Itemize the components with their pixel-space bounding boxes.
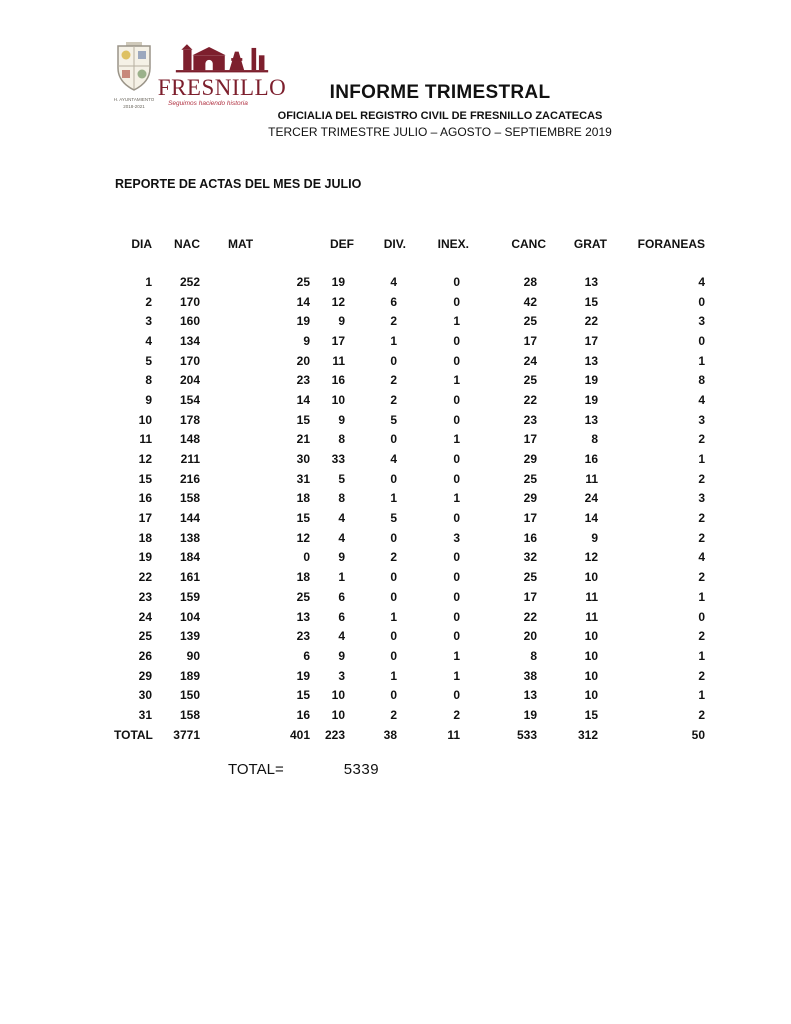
table-cell: 154	[179, 392, 200, 407]
table-row	[112, 528, 705, 548]
table-cell: 30	[296, 452, 310, 467]
table-cell: 14	[296, 392, 310, 407]
table-cell: 11	[139, 432, 152, 447]
table-cell: 2	[390, 707, 397, 722]
table-cell: 17	[138, 511, 152, 526]
table-cell: 10	[584, 648, 598, 663]
table-cell: 11	[585, 609, 598, 624]
table-cell: 23	[523, 412, 537, 427]
table-cell: 0	[390, 570, 397, 585]
page-subtitle-period: TERCER TRIMESTRE JULIO – AGOSTO – SEPTIEMBRE 2019	[268, 125, 612, 139]
table-cell: 8	[591, 432, 598, 447]
table-cell: 0	[390, 530, 397, 545]
table-cell: 22	[523, 392, 537, 407]
table-cell: 17	[331, 333, 345, 348]
column-header-dia: DIA	[131, 237, 152, 251]
table-cell: 0	[453, 550, 460, 565]
table-cell: 13	[523, 688, 537, 703]
table-cell: 16	[296, 707, 310, 722]
table-cell: 4	[390, 452, 397, 467]
table-cell: 158	[179, 707, 200, 722]
table-row	[112, 311, 705, 331]
table-cell: 139	[179, 629, 200, 644]
table-cell: 16	[138, 491, 152, 506]
table-cell: 161	[179, 570, 200, 585]
table-cell: 8	[338, 491, 345, 506]
table-cell: 1	[453, 432, 460, 447]
table-cell: 25	[296, 589, 310, 604]
table-cell: 24	[584, 491, 598, 506]
table-cell: 11	[585, 471, 598, 486]
table-cell: 0	[453, 274, 460, 289]
table-cell: 17	[523, 432, 537, 447]
table-cell: 15	[584, 294, 598, 309]
table-cell: 16	[584, 452, 598, 467]
table-cell: 15	[296, 688, 310, 703]
table-cell: 216	[179, 471, 200, 486]
table-row	[112, 567, 705, 587]
table-cell: 0	[453, 333, 460, 348]
table-cell: 104	[179, 609, 200, 624]
table-cell: 32	[523, 550, 537, 565]
table-cell: 10	[584, 570, 598, 585]
table-cell: 1	[453, 648, 460, 663]
table-cell: 4	[338, 511, 345, 526]
table-cell: 28	[523, 274, 537, 289]
table-cell: 5	[145, 353, 152, 368]
table-cell: 150	[179, 688, 200, 703]
table-cell: 18	[138, 530, 152, 545]
column-header-mat: MAT	[228, 237, 254, 251]
table-cell: 18	[296, 491, 310, 506]
table-row	[112, 469, 705, 489]
table-cell: 12	[584, 550, 598, 565]
table-cell: 25	[523, 314, 537, 329]
table-cell: 38	[383, 727, 397, 742]
table-row	[112, 587, 705, 607]
table-cell: 2	[698, 530, 705, 545]
table-cell: 134	[179, 333, 200, 348]
fresnillo-building-icon	[174, 42, 270, 76]
table-cell: 0	[453, 452, 460, 467]
table-cell: 25	[296, 274, 310, 289]
table-cell: 1	[698, 589, 705, 604]
table-row	[112, 331, 705, 351]
table-cell: 11	[447, 727, 460, 742]
column-header-div: DIV.	[383, 237, 406, 251]
table-cell: 17	[584, 333, 598, 348]
table-cell: 0	[453, 294, 460, 309]
table-cell: 223	[324, 727, 345, 742]
table-cell: 2	[698, 570, 705, 585]
table-cell: 31	[138, 707, 152, 722]
table-cell: 9	[303, 333, 310, 348]
table-cell: 170	[179, 353, 200, 368]
table-row	[112, 390, 705, 410]
table-cell: 9	[338, 314, 345, 329]
table-cell: 30	[138, 688, 152, 703]
table-cell: 17	[523, 511, 537, 526]
table-cell: 11	[585, 589, 598, 604]
table-cell: 3	[698, 412, 705, 427]
table-cell: 1	[698, 688, 705, 703]
table-row	[112, 410, 705, 430]
table-cell: 22	[523, 609, 537, 624]
table-cell: 3	[698, 491, 705, 506]
table-cell: 312	[577, 727, 598, 742]
table-cell: 4	[338, 629, 345, 644]
table-cell: 2	[698, 668, 705, 683]
table-cell: 3	[698, 314, 705, 329]
table-row	[112, 548, 705, 568]
actas-table	[112, 234, 705, 745]
table-cell: 16	[523, 530, 537, 545]
table-cell: 15	[296, 412, 310, 427]
table-cell: 10	[138, 412, 152, 427]
table-cell: 8	[530, 648, 537, 663]
table-cell: 26	[138, 648, 152, 663]
grand-total-label: TOTAL=	[228, 761, 284, 778]
table-row	[112, 272, 705, 292]
table-cell: 160	[179, 314, 200, 329]
table-cell: 1	[698, 452, 705, 467]
table-cell: 33	[331, 452, 345, 467]
table-cell: 29	[138, 668, 152, 683]
table-cell: 13	[584, 353, 598, 368]
table-cell: 5	[390, 511, 397, 526]
table-cell: TOTAL	[114, 727, 153, 742]
table-cell: 204	[179, 373, 200, 388]
table-cell: 25	[523, 471, 537, 486]
table-cell: 24	[138, 609, 152, 624]
table-cell: 178	[179, 412, 200, 427]
table-cell: 6	[390, 294, 397, 309]
table-cell: 0	[453, 589, 460, 604]
table-cell: 533	[516, 727, 537, 742]
column-header-inex: INEX.	[437, 237, 469, 251]
table-cell: 0	[698, 294, 705, 309]
table-row	[112, 430, 705, 450]
table-cell: 1	[338, 570, 345, 585]
table-row	[112, 351, 705, 371]
table-cell: 8	[338, 432, 345, 447]
table-cell: 1	[453, 491, 460, 506]
table-row	[112, 685, 705, 705]
table-cell: 10	[584, 688, 598, 703]
table-cell: 9	[145, 392, 152, 407]
column-header-foraneas: FORANEAS	[637, 237, 705, 251]
table-cell: 8	[698, 373, 705, 388]
table-cell: 15	[138, 471, 152, 486]
table-header-row	[112, 234, 705, 254]
table-cell: 2	[390, 392, 397, 407]
table-cell: 17	[523, 333, 537, 348]
table-cell: 0	[453, 688, 460, 703]
column-header-def: DEF	[330, 237, 354, 251]
table-cell: 1	[390, 491, 397, 506]
table-cell: 12	[331, 294, 345, 309]
table-cell: 144	[179, 511, 200, 526]
table-cell: 0	[390, 629, 397, 644]
table-cell: 90	[186, 648, 200, 663]
table-cell: 2	[390, 373, 397, 388]
table-cell: 38	[523, 668, 537, 683]
table-cell: 6	[303, 648, 310, 663]
ayuntamiento-logo-line1: H. AYUNTAMIENTO	[113, 97, 155, 102]
table-cell: 3	[145, 314, 152, 329]
table-cell: 24	[523, 353, 537, 368]
table-row	[112, 646, 705, 666]
table-cell: 170	[179, 294, 200, 309]
table-cell: 15	[296, 511, 310, 526]
table-row	[112, 449, 705, 469]
table-cell: 25	[523, 570, 537, 585]
table-cell: 0	[390, 688, 397, 703]
column-header-grat: GRAT	[573, 237, 607, 251]
page-title: INFORME TRIMESTRAL	[329, 82, 551, 103]
table-cell: 2	[145, 294, 152, 309]
table-cell: 0	[453, 629, 460, 644]
table-cell: 12	[138, 452, 152, 467]
table-cell: 15	[584, 707, 598, 722]
table-cell: 19	[584, 373, 598, 388]
table-cell: 8	[145, 373, 152, 388]
table-cell: 5	[338, 471, 345, 486]
table-cell: 1	[698, 648, 705, 663]
table-cell: 25	[523, 373, 537, 388]
table-cell: 159	[179, 589, 200, 604]
table-cell: 158	[179, 491, 200, 506]
table-cell: 1	[390, 668, 397, 683]
table-cell: 2	[698, 629, 705, 644]
table-cell: 9	[338, 412, 345, 427]
table-cell: 12	[296, 530, 310, 545]
table-cell: 148	[179, 432, 200, 447]
table-cell: 0	[390, 648, 397, 663]
table-cell: 1	[698, 353, 705, 368]
column-header-canc: CANC	[511, 237, 546, 251]
table-cell: 21	[296, 432, 310, 447]
table-cell: 10	[584, 629, 598, 644]
table-cell: 20	[296, 353, 310, 368]
table-cell: 0	[453, 353, 460, 368]
table-cell: 29	[523, 491, 537, 506]
table-cell: 189	[179, 668, 200, 683]
table-cell: 9	[338, 550, 345, 565]
table-cell: 2	[698, 471, 705, 486]
table-cell: 10	[584, 668, 598, 683]
table-cell: 23	[296, 629, 310, 644]
table-cell: 4	[390, 274, 397, 289]
table-cell: 9	[591, 530, 598, 545]
table-cell: 401	[289, 727, 310, 742]
table-cell: 29	[523, 452, 537, 467]
table-cell: 13	[584, 412, 598, 427]
table-row	[112, 705, 705, 725]
grand-total-line	[228, 761, 379, 778]
table-cell: 23	[138, 589, 152, 604]
table-cell: 138	[179, 530, 200, 545]
table-row	[112, 292, 705, 312]
table-cell: 0	[390, 353, 397, 368]
table-cell: 19	[331, 274, 345, 289]
table-cell: 4	[145, 333, 152, 348]
table-cell: 16	[331, 373, 345, 388]
table-cell: 4	[698, 274, 705, 289]
table-cell: 13	[296, 609, 310, 624]
table-cell: 0	[303, 550, 310, 565]
table-cell: 10	[331, 392, 345, 407]
table-cell: 6	[338, 589, 345, 604]
table-cell: 19	[584, 392, 598, 407]
table-cell: 0	[390, 471, 397, 486]
table-cell: 5	[390, 412, 397, 427]
table-body	[112, 272, 705, 745]
table-cell: 0	[453, 392, 460, 407]
table-row	[112, 508, 705, 528]
table-row	[112, 607, 705, 627]
fresnillo-tagline: Seguimos haciendo historia	[168, 100, 248, 107]
grand-total-value: 5339	[343, 761, 380, 778]
table-cell: 14	[584, 511, 598, 526]
ayuntamiento-logo-line2: 2018-2021	[123, 103, 145, 109]
table-cell: 252	[179, 274, 200, 289]
table-cell: 31	[296, 471, 310, 486]
table-cell: 17	[523, 589, 537, 604]
table-cell: 1	[453, 668, 460, 683]
table-row	[112, 666, 705, 686]
table-cell: 0	[453, 412, 460, 427]
table-cell: 20	[523, 629, 537, 644]
table-cell: 1	[145, 274, 152, 289]
table-cell: 10	[331, 688, 345, 703]
table-cell: 3771	[173, 727, 200, 742]
table-cell: 19	[296, 668, 310, 683]
section-title: REPORTE DE ACTAS DEL MES DE JULIO	[115, 177, 362, 191]
table-cell: 22	[138, 570, 152, 585]
table-cell: 2	[698, 707, 705, 722]
table-cell: 2	[698, 432, 705, 447]
table-cell: 13	[584, 274, 598, 289]
table-cell: 19	[523, 707, 537, 722]
table-cell: 11	[332, 353, 345, 368]
table-cell: 1	[390, 609, 397, 624]
table-cell: 14	[296, 294, 310, 309]
table-cell: 0	[698, 609, 705, 624]
table-cell: 0	[453, 471, 460, 486]
table-cell: 4	[698, 392, 705, 407]
fresnillo-wordmark: FRESNILLO	[157, 75, 287, 100]
table-cell: 0	[453, 609, 460, 624]
table-row	[112, 370, 705, 390]
table-cell: 184	[179, 550, 200, 565]
table-row	[112, 489, 705, 509]
table-cell: 1	[390, 333, 397, 348]
table-cell: 9	[338, 648, 345, 663]
table-cell: 1	[453, 314, 460, 329]
table-total-row	[112, 725, 705, 745]
table-cell: 10	[331, 707, 345, 722]
table-cell: 25	[138, 629, 152, 644]
table-cell: 50	[691, 727, 705, 742]
page-subtitle-office: OFICIALIA DEL REGISTRO CIVIL DE FRESNILLO ZACATECAS	[277, 110, 603, 122]
table-cell: 2	[390, 314, 397, 329]
table-cell: 19	[138, 550, 152, 565]
table-cell: 4	[698, 550, 705, 565]
table-cell: 22	[584, 314, 598, 329]
table-cell: 1	[453, 373, 460, 388]
table-cell: 4	[338, 530, 345, 545]
table-cell: 0	[390, 589, 397, 604]
table-cell: 23	[296, 373, 310, 388]
table-cell: 0	[453, 511, 460, 526]
table-cell: 0	[390, 432, 397, 447]
table-cell: 3	[338, 668, 345, 683]
table-cell: 2	[698, 511, 705, 526]
table-cell: 42	[523, 294, 537, 309]
table-cell: 0	[698, 333, 705, 348]
table-cell: 18	[296, 570, 310, 585]
table-cell: 3	[453, 530, 460, 545]
table-cell: 19	[296, 314, 310, 329]
table-row	[112, 626, 705, 646]
table-cell: 0	[453, 570, 460, 585]
table-cell: 2	[390, 550, 397, 565]
table-cell: 211	[180, 452, 200, 467]
table-cell: 2	[453, 707, 460, 722]
document-header	[90, 82, 790, 139]
table-cell: 6	[338, 609, 345, 624]
column-header-nac: NAC	[174, 237, 200, 251]
